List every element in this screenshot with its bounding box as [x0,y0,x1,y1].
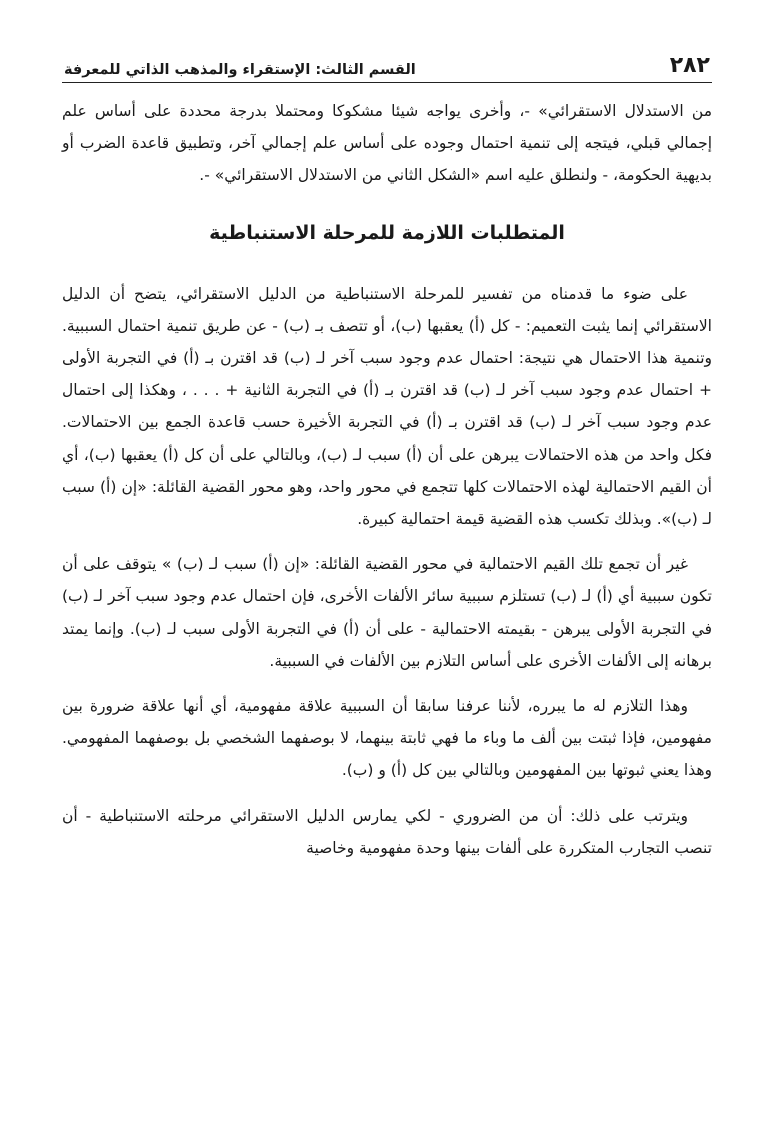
subheading: المتطلبات اللازمة للمرحلة الاستنباطية [209,221,565,244]
body-text [62,95,712,864]
paragraph: وهذا التلازم له ما يبرره، لأننا عرفنا سابقا أن السببية علاقة مفهومية، أي أنها علاقة ضرورة بين مفهومين، فإذا ثبتت بين ألف ما وباء ما فهي ثابتة بينهما، لا بوصفهما الشخصي بل بوصفهما المفهومي. وهذا يعني ثبوتها بين المفهومين وبالتالي بين كل (أ) و (ب). [62,697,712,780]
paragraph: على ضوء ما قدمناه من تفسير للمرحلة الاستنباطية من الدليل الاستقرائي، يتضح أن الدليل الاستقرائي إنما يثبت التعميم: - كل (أ) يعقبها (ب)، أو تتصف بـ (ب) - عن طريق تنمية احتمال السببية. وتنمية هذا الاحتمال هي نتيجة: احتمال عدم وجود سبب آخر لـ (ب) قد اقترن بـ (أ) في التجربة الأولى + احتمال عدم وجود سبب آخر لـ (ب) قد اقترن بـ (أ) في التجربة الثانية + . . . ، وهكذا إلى احتمال عدم وجود سبب آخر لـ (ب) قد اقترن بـ (أ) في التجربة الأخيرة حسب قاعدة الجمع بين الاحتمالات. فكل واحد من هذه الاحتمالات يبرهن على أن (أ) سبب لـ (ب)، وبالتالي على أن كل (أ) يعقبها (ب)، أي أن القيم الاحتمالية لهذه الاحتمالات كلها تتجمع في محور واحد، وهو محور القضية القائلة: «إن (أ) سبب لـ (ب)». وبذلك تكسب هذه القضية قيمة احتمالية كبيرة. [62,284,712,529]
section-title: القسم الثالث: الإستقراء والمذهب الذاتي للمعرفة [64,62,416,78]
page-number: ٢٨٢ [669,53,710,78]
paragraph: غير أن تجمع تلك القيم الاحتمالية في محور القضية القائلة: «إن (أ) سبب لـ (ب) » يتوقف على أن تكون سببية أي (أ) لـ (ب) تستلزم سببية سائر الألفات الأخرى، فإن احتمال عدم وجود سبب آخر لـ (ب) في التجربة الأولى يبرهن - بقيمته الاحتمالية - على أن (أ) في التجربة الأولى سبب لـ (ب). وإنما يمتد برهانه إلى الألفات الأخرى على أساس التلازم بين الألفات في السببية. [62,555,712,670]
book-page [62,44,712,877]
paragraph: ويترتب على ذلك: أن من الضروري - لكي يمارس الدليل الاستقرائي مرحلته الاستنباطية - أن تنصب التجارب المتكررة على ألفات بينها وحدة مفهومية وخاصية [62,806,712,857]
running-header [62,44,712,83]
paragraph-continuation: من الاستدلال الاستقرائي» -، وأخرى يواجه شيئا مشكوكا ومحتملا بدرجة محددة على أساس علم إجمالي قبلي، فيتجه إلى تنمية احتمال وجوده على أساس علم إجمالي آخر، وتطبيق قاعدة الضرب أو بديهية الحكومة، - ولنطلق عليه اسم «الشكل الثاني من الاستدلال الاستقرائي» -. [62,102,712,185]
